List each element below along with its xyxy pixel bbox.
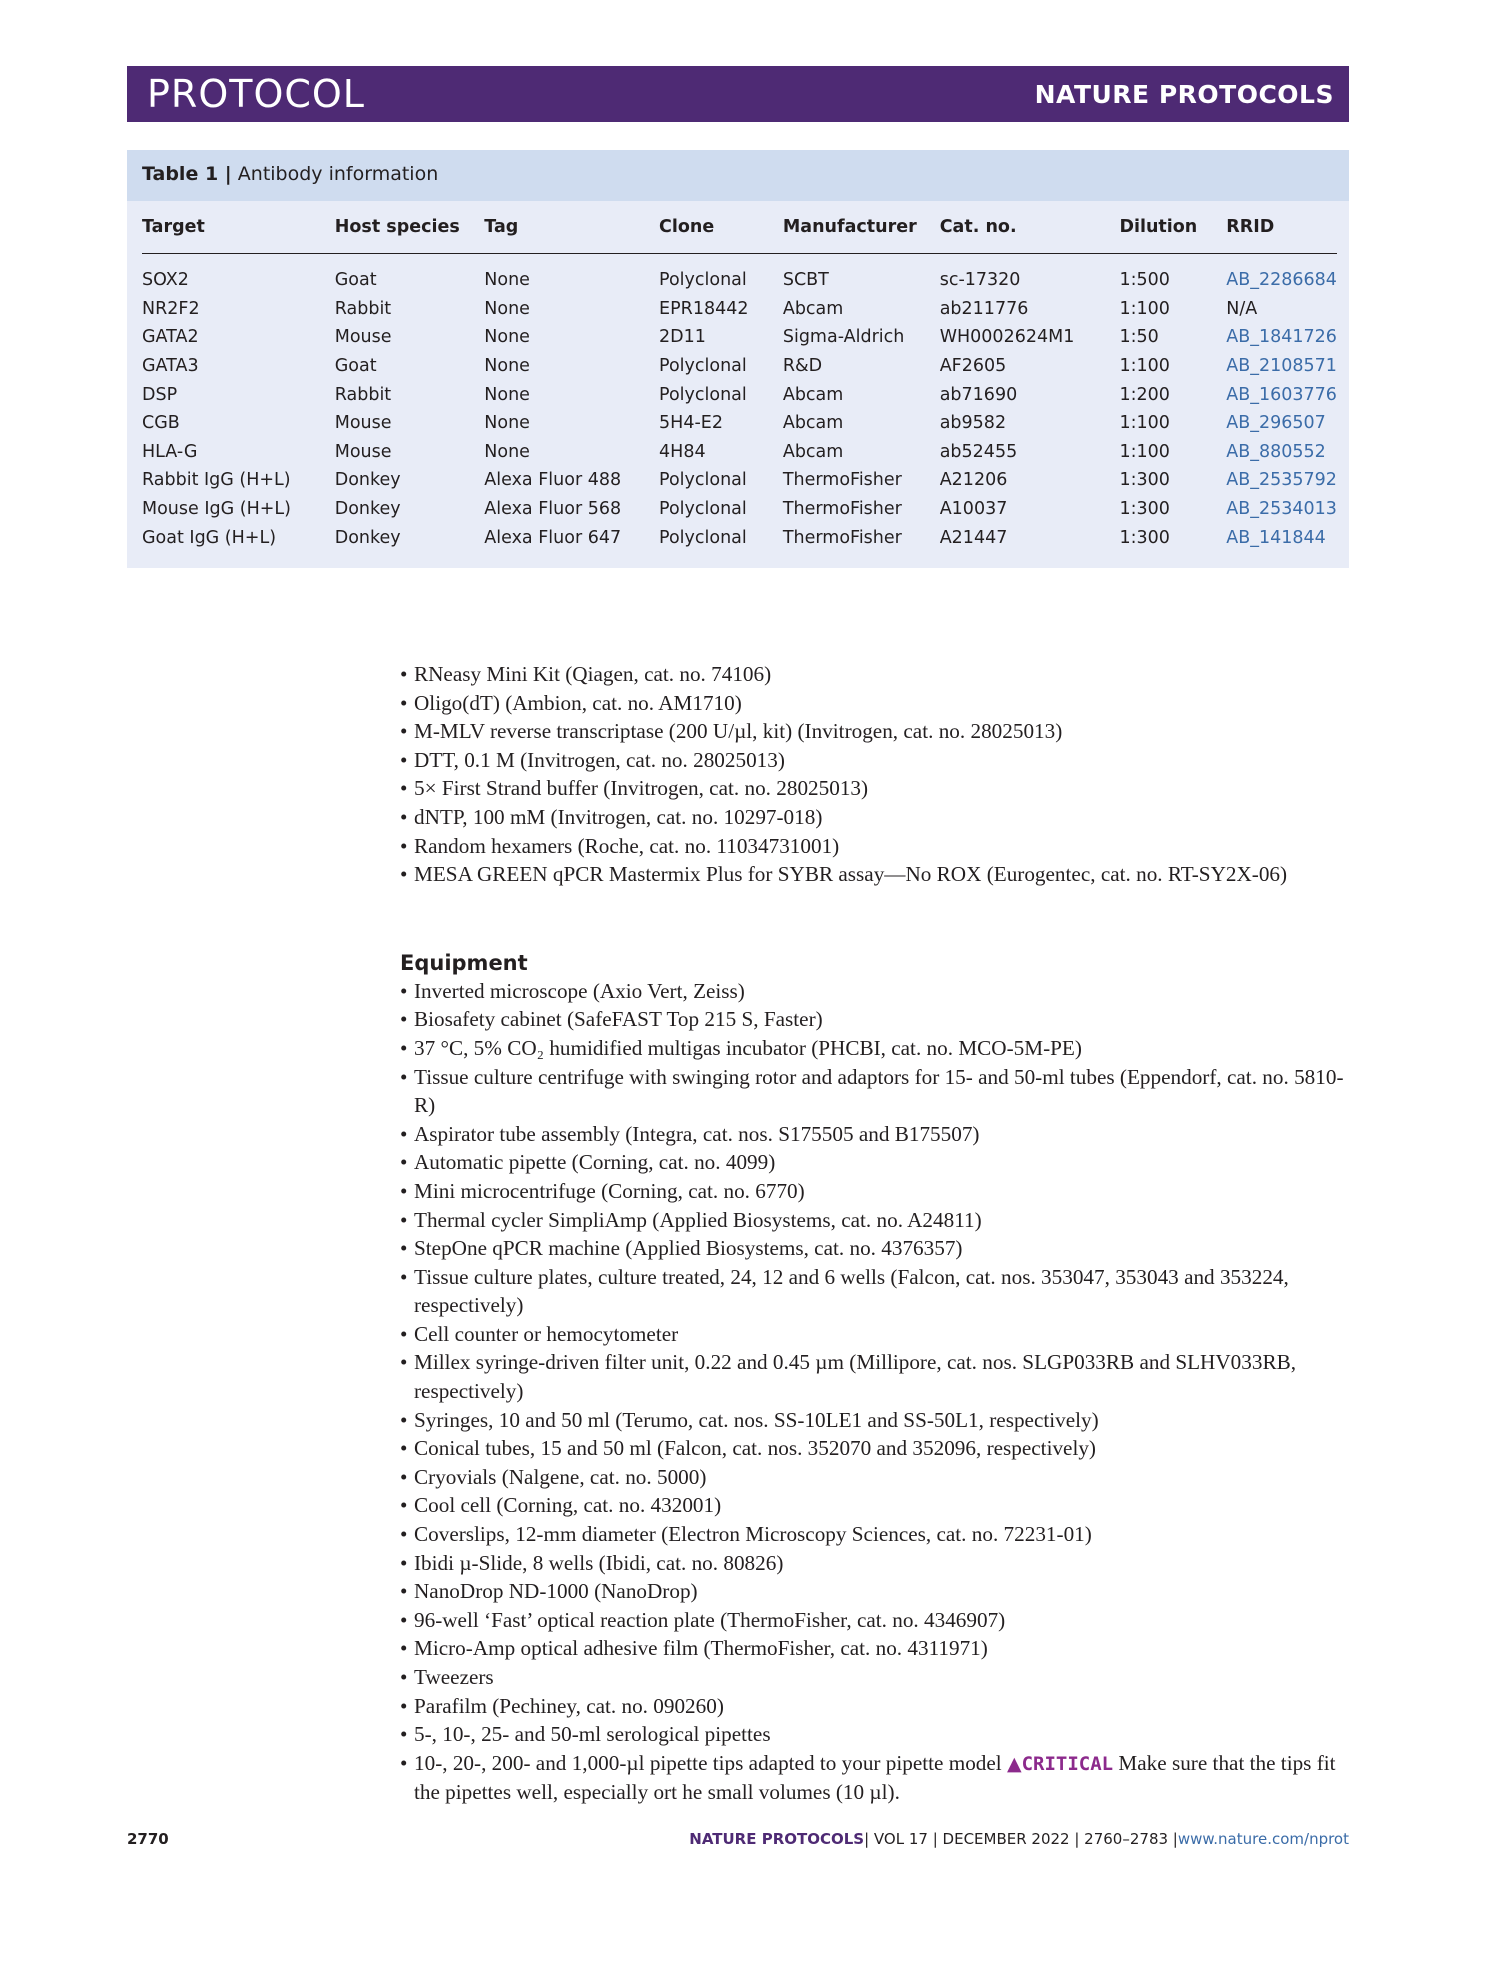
table-row [142,409,1337,438]
item-text: 96-well ‘Fast’ optical reaction plate (ThermoFisher, cat. no. 4346907) [414,1607,1006,1632]
item-text: DTT, 0.1 M (Invitrogen, cat. no. 28025013) [414,747,785,772]
antibody-table [142,201,1337,552]
item-text: Thermal cycler SimpliAmp (Applied Biosystems, cat. no. A24811) [414,1207,982,1232]
item-text: Inverted microscope (Axio Vert, Zeiss) [414,978,745,1003]
table-cell: 1:300 [1119,499,1170,520]
critical-label [1007,1753,1113,1775]
footer-url[interactable]: www.nature.com/nprot [1177,1830,1349,1848]
table-cell: None [484,441,530,462]
table-cell: None [484,298,530,319]
table-cell: Mouse [334,327,392,348]
item-text: Cool cell (Corning, cat. no. 432001) [414,1493,722,1518]
column-header: Tag [484,201,659,254]
warning-triangle-icon: ▲ [1006,1752,1022,1775]
bullet: • [400,833,408,858]
rrid-cell[interactable]: AB_2535792 [1226,470,1337,491]
item-text: Tissue culture plates, culture treated, 24, 12 and 6 wells (Falcon, cat. nos. 353047, 353043 and 353224, respectively) [414,1264,1289,1318]
item-text: Syringes, 10 and 50 ml (Terumo, cat. nos. SS-10LE1 and SS-50L1, respectively) [414,1407,1099,1432]
bullet: • [400,690,408,715]
table-cell: 2D11 [659,327,706,348]
bullet: • [400,1178,408,1203]
item-text: Mini microcentrifuge (Corning, cat. no. 6770) [414,1178,805,1203]
item-text: Random hexamers (Roche, cat. no. 11034731001) [414,833,840,858]
list-item [400,1206,1350,1235]
table-cell: sc-17320 [939,270,1021,291]
table-cell: 1:100 [1119,298,1170,319]
table-cell: AF2605 [939,356,1007,377]
table-cell: GATA2 [142,327,199,348]
item-text: Oligo(dT) (Ambion, cat. no. AM1710) [414,690,742,715]
item-text: StepOne qPCR machine (Applied Biosystems, cat. no. 4376357) [414,1236,963,1261]
table-cell: Polyclonal [659,499,747,520]
table-cell: ab71690 [939,384,1018,405]
table-cell: None [484,270,530,291]
list-item [400,1005,1350,1034]
list-item [400,832,1350,861]
list-item [400,1434,1350,1463]
equipment-last-list [400,1749,1350,1807]
table-cell: Rabbit [334,384,392,405]
list-item [400,1320,1350,1349]
rrid-cell: N/A [1226,298,1258,319]
rrid-cell[interactable]: AB_880552 [1226,441,1326,462]
table-cell: Polyclonal [659,384,747,405]
list-item [400,1549,1350,1578]
item-text: Micro-Amp optical adhesive film (ThermoFisher, cat. no. 4311971) [414,1636,988,1661]
table-cell: SCBT [782,270,829,291]
table-cell: Abcam [782,298,844,319]
reagent-list [400,660,1350,889]
bullet: • [400,1436,408,1461]
table-cell: 1:500 [1119,270,1170,291]
table-cell: 1:300 [1119,527,1170,548]
item-text: NanoDrop ND-1000 (NanoDrop) [414,1579,698,1604]
table-cell: HLA-G [142,441,198,462]
table-number: Table 1 | [142,163,232,185]
table-cell: ThermoFisher [782,499,902,520]
table-row [142,466,1337,495]
list-item [400,977,1350,1006]
bullet: • [400,1350,408,1375]
bullet: • [400,1150,408,1175]
table-cell: Donkey [334,470,401,491]
list-item [400,1148,1350,1177]
table-row [142,323,1337,352]
bullet: • [400,862,408,887]
table-cell: NR2F2 [142,298,200,319]
list-item [400,1634,1350,1663]
bullet: • [400,1207,408,1232]
table-cell: Goat [334,356,377,377]
list-item [400,1348,1350,1405]
table-cell: None [484,327,530,348]
table-cell: ab52455 [939,441,1018,462]
table-cell: Abcam [782,384,844,405]
item-text: Ibidi µ-Slide, 8 wells (Ibidi, cat. no. 80826) [414,1550,784,1575]
footer-issue: | VOL 17 | DECEMBER 2022 | 2760–2783 | [864,1830,1178,1848]
table-cell: Polyclonal [659,270,747,291]
item-text: MESA GREEN qPCR Mastermix Plus for SYBR assay—No ROX (Eurogentec, cat. no. RT-SY2X-06) [414,862,1288,887]
list-item [400,1034,1350,1063]
list-item [400,774,1350,803]
table-cell: Abcam [782,413,844,434]
table-cell: Alexa Fluor 647 [484,527,622,548]
list-item [400,860,1350,889]
rrid-cell[interactable]: AB_296507 [1226,413,1326,434]
list-item [400,1463,1350,1492]
table-cell: DSP [142,384,178,405]
item-text: Millex syringe-driven filter unit, 0.22 and 0.45 µm (Millipore, cat. nos. SLGP033RB and SLHV033RB, respectively) [414,1350,1297,1404]
table-cell: GATA3 [142,356,199,377]
list-item [400,1520,1350,1549]
item-text: Automatic pipette (Corning, cat. no. 4099) [414,1150,776,1175]
item-text: Coverslips, 12-mm diameter (Electron Microscopy Sciences, cat. no. 72231-01) [414,1522,1092,1547]
table-row [142,266,1337,295]
item-text: 10-, 20-, 200- and 1,000-µl pipette tips adapted to your pipette model [414,1750,1002,1775]
table-cell: A21206 [939,470,1008,491]
item-text: Tweezers [414,1665,494,1689]
item-text: Tissue culture centrifuge with swinging rotor and adaptors for 15- and 50-ml tubes (Eppendorf, cat. no. 5810-R) [414,1064,1344,1118]
table-cell: None [484,356,530,377]
item-text: Biosafety cabinet (SafeFAST Top 215 S, Faster) [414,1007,823,1032]
table-cell: Mouse [334,413,392,434]
table-cell: Polyclonal [659,356,747,377]
table-cell: 1:100 [1119,356,1170,377]
journal-info [689,1830,1349,1848]
bullet: • [400,804,408,829]
page-number: 2770 [127,1830,169,1848]
critical-note: Make sure that the tips fit the pipettes well, especially ort he small volumes (10 µl). [414,1750,1336,1805]
rrid-cell[interactable]: AB_2534013 [1226,499,1337,520]
table-cell: Abcam [782,441,844,462]
list-item [400,803,1350,832]
table-row [142,438,1337,467]
list-item [400,1120,1350,1149]
list-item [400,660,1350,689]
bullet: • [400,1607,408,1632]
table-cell: SOX2 [142,270,189,291]
item-text: M-MLV reverse transcriptase (200 U/µl, kit) (Invitrogen, cat. no. 28025013) [414,719,1063,744]
table-cell: Donkey [334,527,401,548]
bullet: • [400,1636,408,1661]
table-body [142,254,1337,552]
bullet: • [400,1579,408,1604]
list-item [400,1406,1350,1435]
list-item [400,1577,1350,1606]
rrid-cell[interactable]: AB_1841726 [1226,327,1337,348]
bullet: • [400,776,408,801]
table-cell: Alexa Fluor 488 [484,470,622,491]
list-item [400,1749,1350,1807]
column-header: Dilution [1119,201,1226,254]
bullet: • [400,1665,408,1689]
table-cell: Polyclonal [659,527,747,548]
list-item [400,1663,1350,1692]
materials-text [400,660,1350,1807]
table-cell: 1:300 [1119,470,1170,491]
list-item [400,1692,1350,1721]
bullet: • [400,1693,408,1718]
table-cell: Goat IgG (H+L) [142,527,277,548]
rrid-cell[interactable]: AB_1603776 [1226,384,1337,405]
section-label: PROTOCOL [147,72,365,116]
table-cell: CGB [142,413,180,434]
table-cell: R&D [782,356,823,377]
bullet: • [400,662,408,686]
journal-name: NATURE PROTOCOLS [1034,79,1334,109]
bullet: • [400,1522,408,1547]
table-cell: None [484,413,530,434]
footer-journal: NATURE PROTOCOLS [689,1830,865,1848]
table-cell: Sigma-Aldrich [782,327,905,348]
table-cell: WH0002624M1 [939,327,1075,348]
bullet: • [400,1722,408,1747]
column-header: Clone [659,201,783,254]
item-text: RNeasy Mini Kit (Qiagen, cat. no. 74106) [414,662,772,686]
table-cell: ab9582 [939,413,1007,434]
rrid-cell[interactable]: AB_141844 [1226,527,1326,548]
item-text: 37 °C, 5% CO₂ humidified multigas incubator (PHCBI, cat. no. MCO-5M-PE) [414,1035,1082,1060]
column-header: Cat. no. [940,201,1120,254]
table-cell: Mouse IgG (H+L) [142,499,291,520]
list-item [400,1063,1350,1120]
page-footer [127,1830,1349,1852]
column-header: Manufacturer [783,201,940,254]
list-item [400,746,1350,775]
bullet: • [400,1264,408,1289]
bullet: • [400,1407,408,1432]
table-cell: 4H84 [659,441,706,462]
item-text: Parafilm (Pechiney, cat. no. 090260) [414,1693,724,1718]
item-text: Cell counter or hemocytometer [414,1321,679,1346]
table-cell: A10037 [939,499,1008,520]
bullet: • [400,1007,408,1032]
table-cell: Goat [334,270,377,291]
list-item [400,1263,1350,1320]
bullet: • [400,1121,408,1146]
bullet: • [400,1550,408,1575]
table-header-row [142,201,1337,254]
item-text: dNTP, 100 mM (Invitrogen, cat. no. 10297-018) [414,804,823,829]
table-row [142,495,1337,524]
item-text: 5× First Strand buffer (Invitrogen, cat. no. 28025013) [414,776,869,801]
item-text: Cryovials (Nalgene, cat. no. 5000) [414,1464,707,1489]
list-item [400,1177,1350,1206]
table-cell: Polyclonal [659,470,747,491]
bullet: • [400,978,408,1003]
table-cell: A21447 [939,527,1008,548]
table-row [142,352,1337,381]
table-cell: 5H4-E2 [659,413,723,434]
bullet: • [400,747,408,772]
bullet: • [400,1064,408,1089]
list-item [400,1491,1350,1520]
page-header [127,66,1349,122]
bullet: • [400,1035,408,1060]
list-item [400,689,1350,718]
column-header: Target [142,201,335,254]
table-cell: EPR18442 [659,298,749,319]
table-cell: 1:100 [1119,441,1170,462]
equipment-list [400,977,1350,1749]
table-cell: Donkey [334,499,401,520]
bullet: • [400,1750,408,1775]
list-item [400,1720,1350,1749]
table-cell: None [484,384,530,405]
list-item [400,1234,1350,1263]
rrid-cell[interactable]: AB_2286684 [1226,270,1337,291]
table-cell: 1:50 [1119,327,1159,348]
equipment-heading: Equipment [400,950,528,975]
table-row [142,295,1337,324]
table-row [142,380,1337,409]
item-text: Aspirator tube assembly (Integra, cat. nos. S175505 and B175507) [414,1121,980,1146]
bullet: • [400,1321,408,1346]
column-header: Host species [335,201,485,254]
item-text: Conical tubes, 15 and 50 ml (Falcon, cat. nos. 352070 and 352096, respectively) [414,1436,1096,1461]
column-header: RRID [1226,201,1337,254]
table-cell: Rabbit IgG (H+L) [142,470,291,491]
bullet: • [400,1493,408,1518]
item-text: 5-, 10-, 25- and 50-ml serological pipettes [414,1722,771,1747]
antibody-table-box [127,150,1349,568]
table-title: Antibody information [237,163,439,185]
table-caption [127,150,1349,201]
table-cell: 1:100 [1119,413,1170,434]
rrid-cell[interactable]: AB_2108571 [1226,356,1337,377]
table-cell: ThermoFisher [782,470,902,491]
bullet: • [400,1236,408,1261]
table-cell: 1:200 [1119,384,1170,405]
table-row [142,523,1337,552]
list-item [400,1606,1350,1635]
list-item [400,717,1350,746]
bullet: • [400,719,408,744]
table-cell: Alexa Fluor 568 [484,499,622,520]
table-cell: Rabbit [334,298,392,319]
table-cell: Mouse [334,441,392,462]
table-cell: ab211776 [939,298,1029,319]
critical-text-label: CRITICAL [1021,1752,1114,1775]
bullet: • [400,1464,408,1489]
table-cell: ThermoFisher [782,527,902,548]
